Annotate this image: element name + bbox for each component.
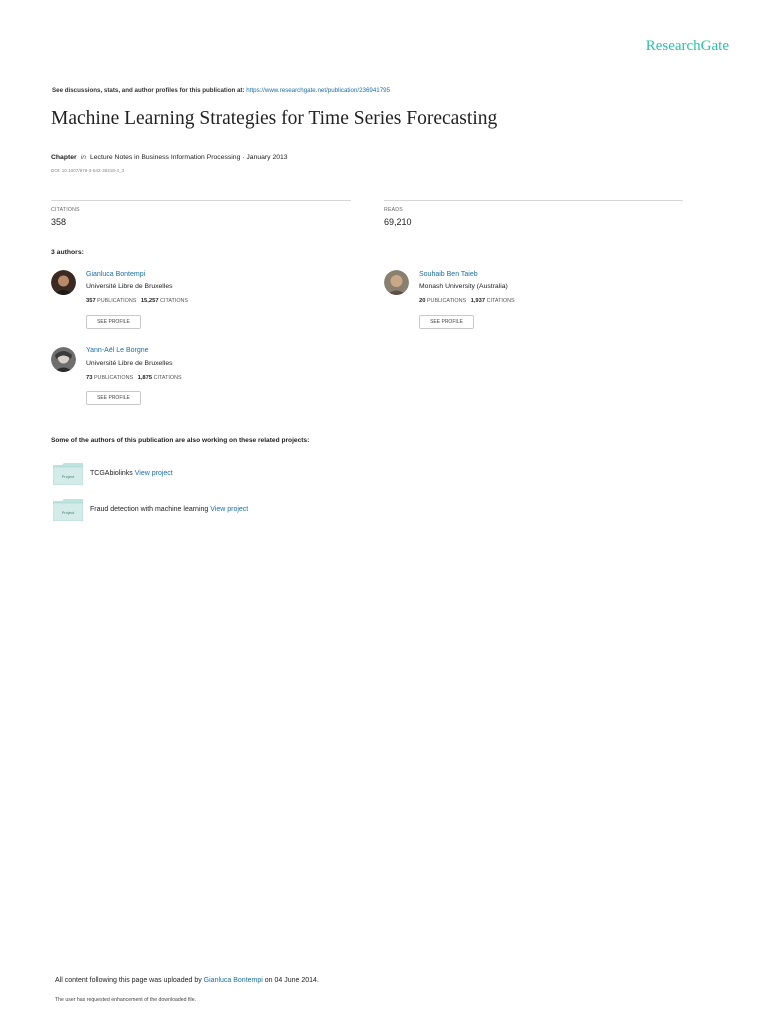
discussion-text: See discussions, stats, and author profiles for this publication at: (52, 87, 245, 94)
citations-count: 15,257 (140, 298, 159, 304)
avatar[interactable] (51, 347, 76, 372)
project-icon-label: Project (61, 510, 75, 515)
citations-value: 358 (51, 217, 67, 227)
project-item (90, 470, 173, 477)
project-folder-icon (53, 463, 83, 485)
view-project-link[interactable]: View project (210, 506, 249, 513)
authors-heading: 3 authors: (51, 249, 84, 256)
author-institution: Monash University (Australia) (419, 283, 508, 290)
publications-count: 20 (419, 298, 426, 304)
publication-venue: Lecture Notes in Business Information Processing · January 2013 (89, 154, 288, 161)
footer-prefix: All content following this page was uploaded by (55, 977, 202, 984)
page-title: Machine Learning Strategies for Time Series Forecasting (51, 108, 498, 129)
author-institution: Université Libre de Bruxelles (86, 283, 173, 290)
citations-label: CITATIONS (51, 207, 80, 213)
publications-label: PUBLICATIONS (426, 298, 467, 304)
doi-text: DOI: 10.1007/978-3-642-36318-4_3 (51, 168, 125, 173)
avatar[interactable] (384, 270, 409, 295)
reads-label: READS (384, 207, 403, 213)
see-profile-button[interactable]: SEE PROFILE (86, 391, 141, 405)
author-stats (86, 375, 182, 381)
author-institution: Université Libre de Bruxelles (86, 360, 173, 367)
author-stats (419, 298, 515, 304)
citations-count: 1,875 (137, 375, 153, 381)
publications-count: 73 (86, 375, 93, 381)
upload-footer (55, 977, 319, 984)
author-name-link[interactable]: Gianluca Bontempi (86, 271, 146, 278)
discussion-line (52, 87, 390, 94)
publication-type: Chapter (51, 154, 77, 161)
reads-value: 69,210 (384, 217, 412, 227)
footer-suffix: on 04 June 2014. (264, 977, 319, 984)
project-name: Fraud detection with machine learning (90, 506, 209, 513)
publications-count: 357 (86, 298, 96, 304)
publications-label: PUBLICATIONS (93, 375, 134, 381)
researchgate-logo[interactable]: ResearchGate (645, 38, 729, 54)
divider-citations (51, 200, 351, 201)
project-folder-icon (53, 499, 83, 521)
publication-meta (51, 154, 288, 161)
uploader-link[interactable]: Gianluca Bontempi (203, 977, 263, 984)
in-word: in (80, 154, 86, 161)
citations-count: 1,937 (470, 298, 486, 304)
project-item (90, 506, 248, 513)
citations-label: CITATIONS (153, 375, 182, 381)
publications-label: PUBLICATIONS (97, 298, 137, 304)
see-profile-button[interactable]: SEE PROFILE (86, 315, 141, 329)
citations-label: CITATIONS (486, 298, 515, 304)
author-name-link[interactable]: Yann-Aël Le Borgne (86, 347, 149, 354)
related-projects-heading: Some of the authors of this publication are also working on these related projects: (51, 437, 310, 444)
enhancement-note: The user has requested enhancement of the downloaded file. (55, 997, 197, 1003)
author-name-link[interactable]: Souhaib Ben Taieb (419, 271, 478, 278)
divider-reads (384, 200, 683, 201)
see-profile-button[interactable]: SEE PROFILE (419, 315, 474, 329)
author-stats (86, 298, 188, 304)
avatar[interactable] (51, 270, 76, 295)
project-icon-label: Project (61, 474, 75, 479)
view-project-link[interactable]: View project (134, 470, 173, 477)
citations-label: CITATIONS (160, 298, 188, 304)
publication-url-link[interactable]: https://www.researchgate.net/publication/236941795 (246, 87, 391, 94)
project-name: TCGAbiolinks (90, 470, 133, 477)
